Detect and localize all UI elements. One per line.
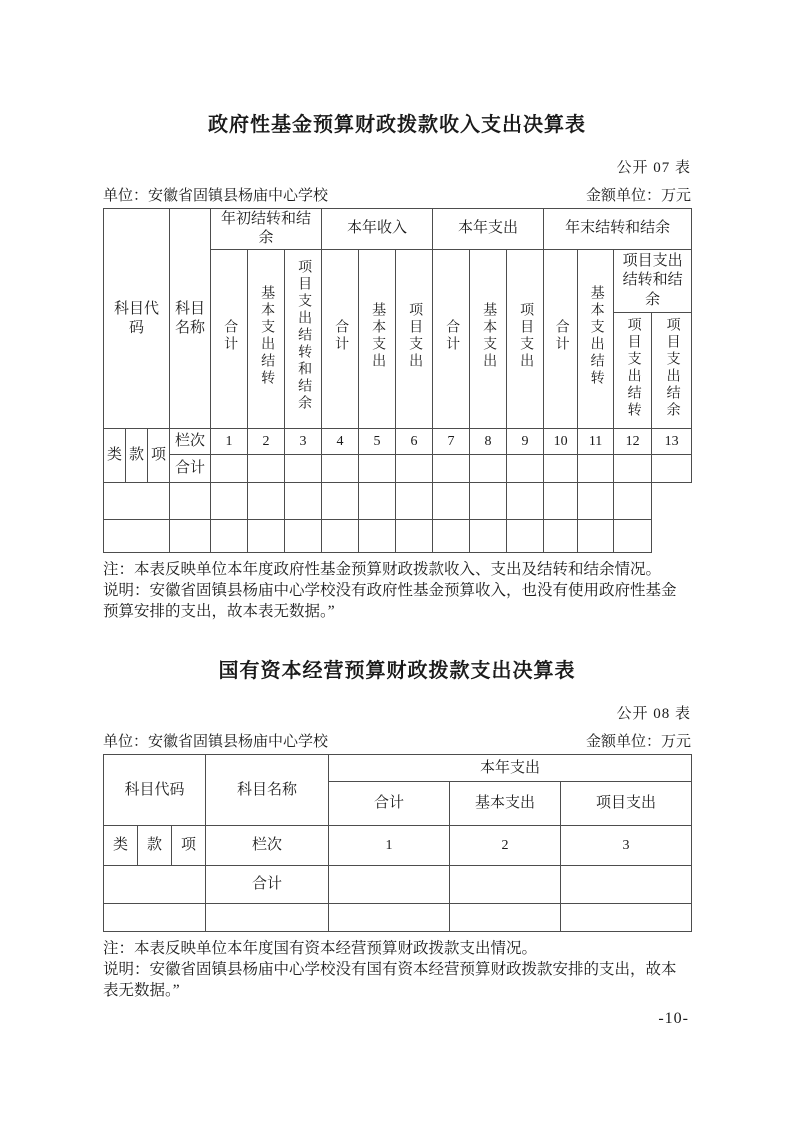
header-code-class: 类	[104, 429, 126, 483]
column-number: 8	[470, 429, 507, 455]
table-cell-empty	[211, 520, 248, 553]
table1-form-number-label: 公开 07 表	[616, 160, 691, 176]
table-cell-empty	[285, 483, 322, 520]
header-begin-total	[211, 249, 248, 429]
table-cell-empty	[248, 520, 285, 553]
header-begin-project-carryover	[285, 249, 322, 429]
column-number: 2	[450, 826, 561, 866]
header-income-total	[322, 249, 359, 429]
table-cell-empty	[329, 866, 450, 904]
table-cell-empty	[104, 520, 170, 553]
table-cell-empty	[544, 483, 578, 520]
table-cell-empty	[433, 520, 470, 553]
table-cell-empty	[507, 455, 544, 483]
gov-fund-budget-table	[103, 208, 692, 553]
table-cell-empty	[470, 455, 507, 483]
page-content	[103, 0, 691, 1028]
table1-notes	[103, 559, 691, 622]
table-cell-empty	[285, 520, 322, 553]
table-cell-empty	[170, 520, 211, 553]
header-expense-basic: 基本支出	[450, 782, 561, 826]
state-capital-budget-table	[103, 754, 692, 932]
table-cell-empty	[614, 520, 652, 553]
table1-explanation: 说明：安徽省固镇县杨庙中心学校没有政府性基金预算收入，也没有使用政府性基金预算安排的支出，故本表无数据。”	[103, 582, 677, 621]
table-cell-empty	[396, 483, 433, 520]
table1-unit-row	[103, 184, 691, 205]
header-code-section: 款	[126, 429, 148, 483]
table-cell-empty	[614, 483, 652, 520]
header-begin-total-label: 合计	[222, 318, 238, 353]
column-number: 13	[652, 429, 692, 455]
header-end-project-carryforward	[614, 313, 652, 429]
header-begin-project-carryover-label: 项目支出结转和结余	[296, 259, 312, 413]
table2-form-number-label: 公开 08 表	[616, 706, 691, 723]
header-subject-name: 科目名称	[170, 209, 211, 429]
table-cell-empty	[211, 483, 248, 520]
header-end-basic-carryover-label: 基本支出结转	[588, 284, 604, 387]
table-cell-empty	[211, 455, 248, 483]
header-end-project-subgroup: 项目支出结转和结余	[614, 249, 692, 313]
header-expense-project: 项目支出	[561, 782, 692, 826]
table-cell-empty	[578, 455, 614, 483]
header-begin-basic-carryover	[248, 249, 285, 429]
total-row-label: 合计	[170, 455, 211, 483]
table-cell-empty	[433, 483, 470, 520]
column-number: 3	[285, 429, 322, 455]
table-cell-empty	[248, 455, 285, 483]
header-end-total	[544, 249, 578, 429]
column-number: 12	[614, 429, 652, 455]
column-number: 3	[561, 826, 692, 866]
table-cell-empty	[104, 483, 170, 520]
header-expense-total	[433, 249, 470, 429]
header-subject-name: 科目名称	[206, 755, 329, 826]
header-code-section: 款	[138, 826, 172, 866]
header-income-project	[396, 249, 433, 429]
table1-amount-unit-label: 金额单位：万元	[585, 188, 691, 204]
table-cell-empty	[450, 904, 561, 932]
header-code-item: 项	[148, 429, 170, 483]
header-subject-code: 科目代码	[104, 209, 170, 429]
table-cell-empty	[544, 455, 578, 483]
table-cell-empty	[322, 455, 359, 483]
header-end-total-label: 合计	[553, 318, 569, 353]
header-end-project-surplus-label: 项目支出结余	[664, 316, 680, 419]
table-cell-empty	[396, 455, 433, 483]
header-group-current-expense: 本年支出	[329, 755, 692, 782]
header-group-current-expense: 本年支出	[433, 209, 544, 250]
table-cell-empty	[450, 866, 561, 904]
table-cell-empty	[652, 455, 692, 483]
table-cell-empty	[396, 520, 433, 553]
table-cell-empty	[170, 483, 211, 520]
table1-title: 政府性基金预算财政拨款收入支出决算表	[208, 114, 586, 136]
table-cell-empty	[206, 904, 329, 932]
table-cell-empty	[507, 483, 544, 520]
table-cell-empty	[359, 455, 396, 483]
table-cell-empty	[104, 904, 206, 932]
table-cell-empty	[359, 520, 396, 553]
table-cell-empty	[470, 520, 507, 553]
table-cell-empty	[433, 455, 470, 483]
table2-title: 国有资本经营预算财政拨款支出决算表	[218, 660, 576, 683]
header-income-basic	[359, 249, 396, 429]
header-end-project-carryforward-label: 项目支出结转	[625, 316, 641, 419]
table-cell-empty	[248, 483, 285, 520]
column-number: 7	[433, 429, 470, 455]
page-number: -10-	[658, 1010, 689, 1028]
table-cell-empty	[614, 455, 652, 483]
table-cell-empty	[329, 904, 450, 932]
table2-note: 注：本表反映单位本年度国有资本经营预算财政拨款支出情况。	[103, 940, 538, 958]
table-cell-empty	[359, 483, 396, 520]
table-cell-empty	[578, 520, 614, 553]
header-group-begin-balance: 年初结转和结余	[211, 209, 322, 250]
header-income-total-label: 合计	[333, 318, 349, 353]
table2-unit-label: 单位：安徽省固镇县杨庙中心学校	[103, 734, 329, 751]
header-code-class: 类	[104, 826, 138, 866]
table2-amount-unit-label: 金额单位：万元	[585, 734, 691, 751]
header-income-project-label: 项目支出	[407, 301, 423, 370]
header-group-current-income: 本年收入	[322, 209, 433, 250]
header-end-basic-carryover	[578, 249, 614, 429]
table-cell-empty	[470, 483, 507, 520]
header-code-item: 项	[172, 826, 206, 866]
table-cell-empty	[561, 866, 692, 904]
table-cell-empty	[285, 455, 322, 483]
column-number: 5	[359, 429, 396, 455]
header-expense-basic	[470, 249, 507, 429]
table1-note: 注：本表反映单位本年度政府性基金预算财政拨款收入、支出及结转和结余情况。	[103, 561, 662, 578]
header-subject-code: 科目代码	[104, 755, 206, 826]
column-number: 2	[248, 429, 285, 455]
table2-explanation: 说明：安徽省固镇县杨庙中心学校没有国有资本经营预算财政拨款安排的支出，故本表无数据。”	[103, 961, 677, 1000]
header-lanci: 栏次	[206, 826, 329, 866]
header-expense-project-label: 项目支出	[518, 301, 534, 370]
table-cell-empty	[322, 483, 359, 520]
column-number: 11	[578, 429, 614, 455]
table2-notes	[103, 938, 691, 1001]
header-lanci: 栏次	[170, 429, 211, 455]
column-number: 9	[507, 429, 544, 455]
column-number: 1	[211, 429, 248, 455]
header-expense-project	[507, 249, 544, 429]
header-end-project-surplus	[652, 313, 692, 429]
column-number: 6	[396, 429, 433, 455]
header-expense-total: 合计	[329, 782, 450, 826]
column-number: 1	[329, 826, 450, 866]
header-income-basic-label: 基本支出	[370, 301, 386, 370]
table1-unit-label: 单位：安徽省固镇县杨庙中心学校	[103, 188, 329, 204]
header-expense-total-label: 合计	[444, 318, 460, 353]
table-cell-empty	[322, 520, 359, 553]
table-cell-empty	[104, 866, 206, 904]
table-cell-empty	[561, 904, 692, 932]
total-row-label: 合计	[206, 866, 329, 904]
table-cell-empty	[544, 520, 578, 553]
header-group-end-balance: 年末结转和结余	[544, 209, 692, 250]
column-number: 10	[544, 429, 578, 455]
header-begin-basic-carryover-label: 基本支出结转	[259, 284, 275, 387]
table-cell-empty	[578, 483, 614, 520]
header-expense-basic-label: 基本支出	[481, 301, 497, 370]
table-cell-empty	[507, 520, 544, 553]
table2-unit-row	[103, 730, 691, 751]
column-number: 4	[322, 429, 359, 455]
